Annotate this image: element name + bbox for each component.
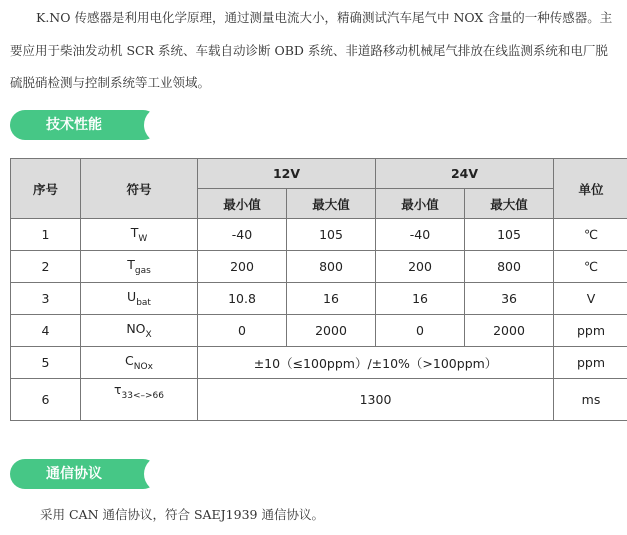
cell-index: 1 [11, 219, 81, 251]
cell-24v-min: 200 [376, 251, 465, 283]
cell-symbol [81, 379, 198, 421]
table-row [11, 283, 627, 315]
symbol-main: T [130, 225, 139, 240]
section-title-performance: 技术性能 [10, 110, 158, 140]
cell-24v-max: 2000 [465, 315, 554, 347]
cell-symbol [81, 251, 198, 283]
cell-symbol [81, 315, 198, 347]
cell-12v-max: 105 [287, 219, 376, 251]
cell-12v-min: 10.8 [198, 283, 287, 315]
cell-12v-min: -40 [198, 219, 287, 251]
cell-index: 5 [11, 347, 81, 379]
table-row [11, 251, 627, 283]
cell-12v-min: 200 [198, 251, 287, 283]
symbol-main: T [127, 257, 135, 272]
header-12v-min: 最小值 [198, 189, 287, 219]
cell-24v-min: -40 [376, 219, 465, 251]
cell-24v-min: 0 [376, 315, 465, 347]
cell-unit: ms [554, 379, 627, 421]
symbol-subscript: X [145, 330, 152, 340]
cell-unit: V [554, 283, 627, 315]
cell-merged-range: ±10（≤100ppm）/±10%（>100ppm） [198, 347, 554, 379]
symbol-main: NO [126, 321, 146, 336]
cell-index: 3 [11, 283, 81, 315]
intro-paragraph: K.NO 传感器是利用电化学原理，通过测量电流大小，精确测试汽车尾气中 NOX 含量的一种传感器。主要应用于柴油发动机 SCR 系统、车载自动诊断 OBD 系统、非道路移动机械尾气排放在线监测系统和电厂脱硫脱硝检测与控制系统等工业领域。 [10, 10, 613, 90]
cell-24v-max: 105 [465, 219, 554, 251]
cell-24v-max: 800 [465, 251, 554, 283]
cell-unit: ℃ [554, 219, 627, 251]
tau-symbol-wrap [114, 382, 164, 401]
cell-index: 4 [11, 315, 81, 347]
header-12v-max: 最大值 [287, 189, 376, 219]
cell-12v-max: 2000 [287, 315, 376, 347]
header-symbol: 符号 [81, 159, 198, 219]
cell-12v-min: 0 [198, 315, 287, 347]
symbol-main: τ [113, 382, 122, 397]
cell-symbol [81, 219, 198, 251]
header-24v-min: 最小值 [376, 189, 465, 219]
cell-unit: ppm [554, 315, 627, 347]
symbol-subscript: gas [134, 266, 151, 276]
cell-index: 2 [11, 251, 81, 283]
section-title-protocol: 通信协议 [10, 459, 158, 489]
cell-12v-max: 16 [287, 283, 376, 315]
table-row [11, 219, 627, 251]
table-row [11, 315, 627, 347]
cell-symbol [81, 347, 198, 379]
symbol-subscript: bat [136, 298, 151, 308]
header-index: 序号 [11, 159, 81, 219]
protocol-paragraph: 采用 CAN 通信协议，符合 SAEJ1939 通信协议。 [40, 507, 324, 522]
symbol-subscript: NOx [133, 362, 153, 372]
table-row [11, 347, 627, 379]
cell-12v-max: 800 [287, 251, 376, 283]
header-12v: 12V [198, 159, 376, 189]
header-24v-max: 最大值 [465, 189, 554, 219]
cell-symbol [81, 283, 198, 315]
table-row [11, 379, 627, 421]
header-24v: 24V [376, 159, 554, 189]
cell-unit: ℃ [554, 251, 627, 283]
cell-merged-value: 1300 [198, 379, 554, 421]
symbol-subscript: 33<–>66 [121, 391, 165, 401]
cell-24v-max: 36 [465, 283, 554, 315]
header-unit: 单位 [554, 159, 627, 219]
cell-index: 6 [11, 379, 81, 421]
spec-table [10, 158, 627, 421]
symbol-main: C [125, 353, 134, 368]
cell-unit: ppm [554, 347, 627, 379]
symbol-subscript: W [138, 234, 148, 244]
symbol-main: U [127, 289, 137, 304]
cell-24v-min: 16 [376, 283, 465, 315]
